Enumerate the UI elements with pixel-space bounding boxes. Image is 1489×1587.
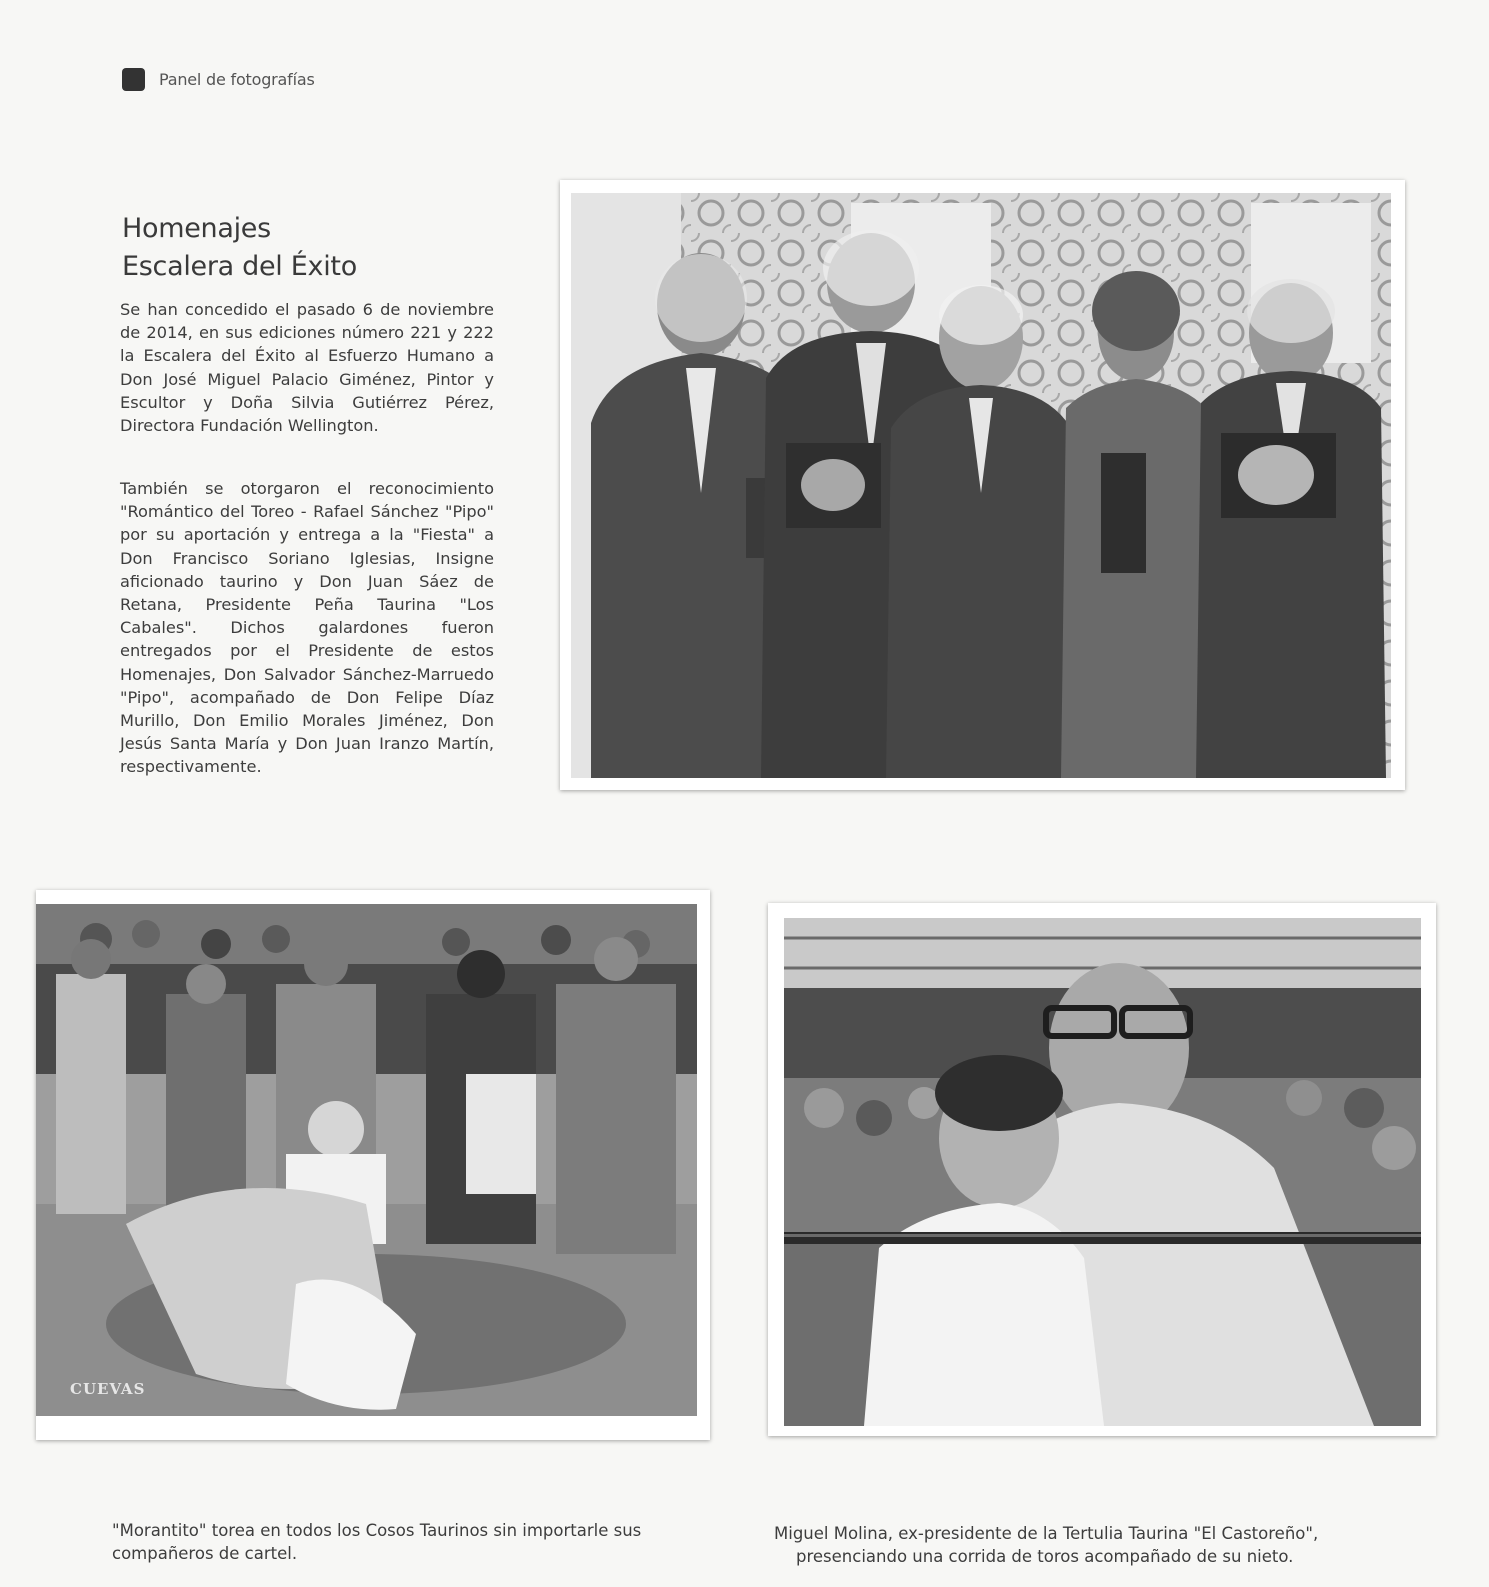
bullfighters-illustration: [36, 904, 697, 1416]
section-title: Panel de fotografías: [159, 70, 315, 89]
grandfather-grandson-illustration: [784, 918, 1421, 1426]
article-paragraph-2: También se otorgaron el reconocimiento "Romántico del Toreo - Rafael Sánchez "Pipo" por su aportación y entrega a la "Fiesta" a Don Francisco Soriano Iglesias, Insigne aficionado taurino y Don Juan Sáez de Retana, Presidente Peña Taurina "Los Cabales". Dichos galardones fueron entregados por el Presidente de estos Homenajes, Don Salvador Sánchez-Marruedo "Pipo", acompañado de Don Felipe Díaz Murillo, Don Emilio Morales Jiménez, Don Jesús Santa María y Don Juan Iranzo Martín, respectivamente.: [120, 479, 494, 777]
section-header: [122, 68, 315, 91]
caption-miguel-molina-line-1: Miguel Molina, ex-presidente de la Tertulia Taurina "El Castoreño",: [774, 1524, 1319, 1543]
article-paragraph-1: Se han concedido el pasado 6 de noviembre de 2014, en sus ediciones número 221 y 222 la Escalera del Éxito al Esfuerzo Humano a Don José Miguel Palacio Giménez, Pintor y Escultor y Doña Silvia Gutiérrez Pérez, Directora Fundación Wellington.: [120, 300, 494, 436]
award-ceremony-illustration: [571, 193, 1391, 778]
photo-miguel-molina: [784, 918, 1421, 1426]
caption-miguel-molina: [774, 1522, 1374, 1568]
section-marker-icon: [122, 68, 145, 91]
photo-award-ceremony: [571, 193, 1391, 778]
photographer-watermark: CUEVAS: [70, 1380, 146, 1398]
caption-miguel-molina-line-2: presenciando una corrida de toros acompañado de su nieto.: [796, 1547, 1294, 1566]
article-title: [122, 210, 357, 286]
article-title-line-2: Escalera del Éxito: [122, 251, 357, 282]
caption-morantito: "Morantito" torea en todos los Cosos Taurinos sin importarle sus compañeros de cartel.: [112, 1521, 642, 1563]
photo-morantito: [36, 904, 697, 1416]
article-title-line-1: Homenajes: [122, 213, 271, 244]
